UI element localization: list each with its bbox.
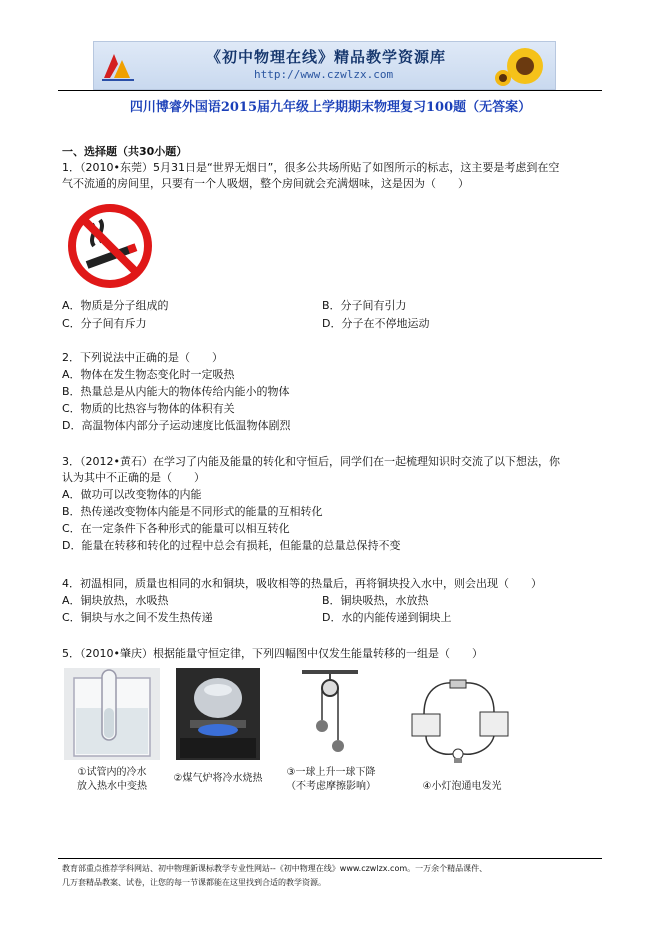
figure-4-caption [408, 780, 516, 794]
banner-url[interactable]: http://www.czwlzx.com [254, 68, 394, 81]
q3-option-b: B．热传递改变物体内能是不同形式的能量的互相转化 [62, 505, 323, 518]
q3-stem-line2: 认为其中不正确的是（ ） [62, 471, 205, 484]
q2-option-b: B．热量总是从内能大的物体传给内能小的物体 [62, 385, 290, 398]
q1-option-a: A．物质是分子组成的 [62, 299, 169, 312]
header-banner [93, 41, 556, 90]
q1-option-b: B．分子间有引力 [322, 299, 407, 312]
figure-1-caption-line1: ①试管内的冷水 [77, 767, 147, 778]
q4-stem: 4．初温相同，质量也相同的水和铜块，吸收相等的热量后，再将铜块投入水中，则会出现（ ） [62, 577, 542, 590]
q2-stem: 2．下列说法中正确的是（ ） [62, 351, 223, 364]
figure-1-caption [56, 766, 168, 794]
q2-option-d: D．高温物体内部分子运动速度比低温物体剧烈 [62, 419, 291, 432]
gas-stove-figure [176, 668, 260, 760]
q1-option-c: C．分子间有斥力 [62, 317, 147, 330]
logo-icon [100, 48, 136, 84]
q3-option-d: D．能量在转移和转化的过程中总会有损耗，但能量的总量总保持不变 [62, 539, 401, 552]
q3-option-a: A．做功可以改变物体的内能 [62, 488, 202, 501]
figure-1-caption-line2: 放入热水中变热 [77, 781, 147, 792]
no-smoking-icon [64, 202, 156, 290]
figure-4-caption-line1: ④小灯泡通电发光 [422, 781, 502, 792]
footer-divider [58, 858, 602, 859]
circuit-bulb-figure [404, 672, 512, 764]
footer-line2: 几万套精品教案、试卷，让您的每一节课都能在这里找到合适的教学资源。 [62, 878, 326, 887]
q2-option-c: C．物质的比热容与物体的体积有关 [62, 402, 235, 415]
q4-option-a: A．铜块放热，水吸热 [62, 594, 169, 607]
q4-option-c: C．铜块与水之间不发生热传递 [62, 611, 213, 624]
footer-text [62, 862, 487, 890]
figure-3-caption-line1: ③一球上升一球下降 [286, 767, 376, 778]
figure-3-caption-line2: （不考虑摩擦影响） [286, 781, 376, 792]
q2-option-a: A．物体在发生物态变化时一定吸热 [62, 368, 235, 381]
figure-2-caption-line1: ②煤气炉将冷水烧热 [173, 773, 263, 784]
q4-option-d: D．水的内能传递到铜块上 [322, 611, 452, 624]
q4-option-b: B．铜块吸热，水放热 [322, 594, 429, 607]
figure-3-caption [272, 766, 390, 794]
q5-stem: 5．（2010•肇庆）根据能量守恒定律，下列四幅图中仅发生能量转移的一组是（ ） [62, 647, 483, 660]
q1-stem-line1: 1．（2010•东莞）5月31日是“世界无烟日”，很多公共场所贴了如图所示的标志，这主要是考虑到在空 [62, 161, 560, 174]
banner-title: 《初中物理在线》精品教学资源库 [206, 48, 447, 66]
footer-line1: 教育部重点推荐学科网站、初中物理新课标教学专业性网站--《初中物理在线》www.czwlzx.com。一万余个精品课件、 [62, 864, 488, 873]
section-heading: 一、选择题（共30小题） [62, 145, 188, 158]
figure-2-caption [162, 772, 274, 786]
header-divider [58, 90, 602, 91]
q3-stem-line1: 3．（2012•黄石）在学习了内能及能量的转化和守恒后，同学们在一起梳理知识时交流了以下想法，你 [62, 455, 560, 468]
test-tube-beaker-figure [64, 668, 160, 760]
q3-option-c: C．在一定条件下各种形式的能量可以相互转化 [62, 522, 290, 535]
pulley-figure [298, 668, 362, 760]
q1-stem-line2: 气不流通的房间里，只要有一个人吸烟，整个房间就会充满烟味，这是因为（ ） [62, 177, 469, 190]
q1-option-d: D．分子在不停地运动 [322, 317, 430, 330]
sunflower-icon [495, 44, 551, 88]
document-title: 四川博睿外国语2015届九年级上学期期末物理复习100题（无答案） [129, 100, 532, 115]
